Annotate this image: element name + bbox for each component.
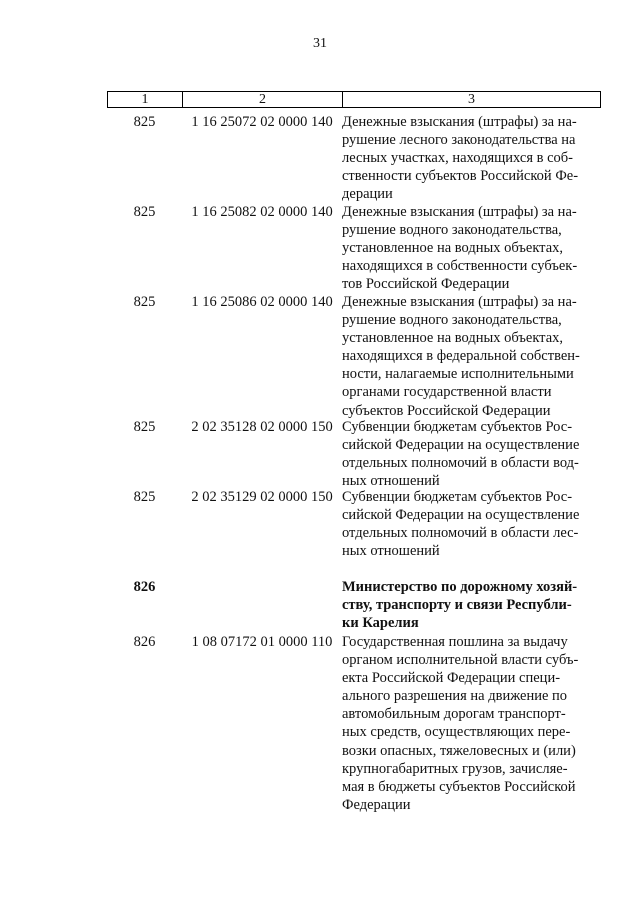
header-col-1: 1 [108,92,183,107]
income-name-line: Субвенции бюджетам субъектов Рос- [342,489,573,505]
income-name-line: лесных участках, находящихся в соб- [342,150,573,167]
income-name [342,488,601,560]
income-name-line: Денежные взыскания (штрафы) за на- [342,204,577,220]
income-name-line: ственности субъектов Российской Фе- [342,168,579,185]
budget-code: 1 16 25082 02 0000 140 [191,204,333,220]
budget-code: 1 16 25072 02 0000 140 [191,114,333,130]
table-row [107,633,601,814]
admin-code: 825 [133,294,156,310]
admin-code: 825 [133,489,156,505]
table-row-department-heading [107,578,601,632]
budget-code: 1 08 07172 01 0000 110 [191,634,333,650]
header-col-3: 3 [468,92,475,107]
budget-code: 2 02 35129 02 0000 150 [191,489,333,505]
table-row [107,418,601,490]
income-name-line: рушение лесного законодательства на [342,132,576,149]
income-name-line: ных средств, осуществляющих пере- [342,724,571,741]
income-name-line: сийской Федерации на осуществление [342,507,580,524]
income-name-line: ных отношений [342,473,440,490]
department-name-line: Министерство по дорожному хозяй- [342,579,578,595]
department-name-line: ки Карелия [342,615,419,632]
income-name [342,633,601,814]
income-name-line: ности, налагаемые исполнительными [342,366,574,383]
department-name [342,578,601,632]
income-name-line: ных отношений [342,543,440,560]
income-name-line: установленное на водных объектах, [342,240,564,257]
income-name-line: рушение водного законодательства, [342,312,562,329]
admin-code: 826 [133,579,156,595]
budget-code: 2 02 35128 02 0000 150 [191,419,333,435]
income-name [342,113,601,203]
income-name-line: ального разрешения на движение по [342,688,568,705]
income-name-line: тов Российской Федерации [342,276,510,293]
income-name-line: Федерации [342,796,411,813]
table-row [107,488,601,560]
table-row [107,113,601,203]
income-name-line: установленное на водных объектах, [342,330,564,347]
budget-code: 1 16 25086 02 0000 140 [191,294,333,310]
page-number: 31 [313,36,327,51]
income-name-line: рушение водного законодательства, [342,222,562,239]
income-name-line: органом исполнительной власти субъ- [342,652,579,669]
income-name-line: екта Российской Федерации специ- [342,670,561,687]
income-name-line: отдельных полномочий в области вод- [342,455,579,472]
income-name-line: субъектов Российской Федерации [342,402,551,419]
table-header-row [107,91,601,108]
income-name-line: крупногабаритных грузов, зачисляе- [342,760,568,777]
budget-code [182,578,342,632]
admin-code: 825 [133,114,156,130]
department-name-line: ству, транспорту и связи Республи- [342,597,572,614]
admin-code: 825 [133,204,156,220]
income-name-line: мая в бюджеты субъектов Российской [342,778,576,795]
income-name-line: органами государственной власти [342,384,552,401]
income-name-line: возки опасных, тяжеловесных и (или) [342,742,576,759]
admin-code: 826 [133,634,156,650]
income-name-line: Государственная пошлина за выдачу [342,634,568,650]
income-name-line: отдельных полномочий в области лес- [342,525,579,542]
income-name-line: Денежные взыскания (штрафы) за на- [342,114,577,130]
income-name-line: автомобильным дорогам транспорт- [342,706,566,723]
header-col-2: 2 [183,92,343,107]
income-name-line: сийской Федерации на осуществление [342,437,580,454]
income-name-line: находящихся в федеральной собствен- [342,348,580,365]
income-name [342,203,601,293]
income-name [342,293,601,420]
admin-code: 825 [133,419,156,435]
income-name-line: дерации [342,186,393,203]
table-row [107,203,601,293]
income-name [342,418,601,490]
income-name-line: Денежные взыскания (штрафы) за на- [342,294,577,310]
income-name-line: Субвенции бюджетам субъектов Рос- [342,419,573,435]
table-row [107,293,601,420]
income-name-line: находящихся в собственности субъек- [342,258,578,275]
